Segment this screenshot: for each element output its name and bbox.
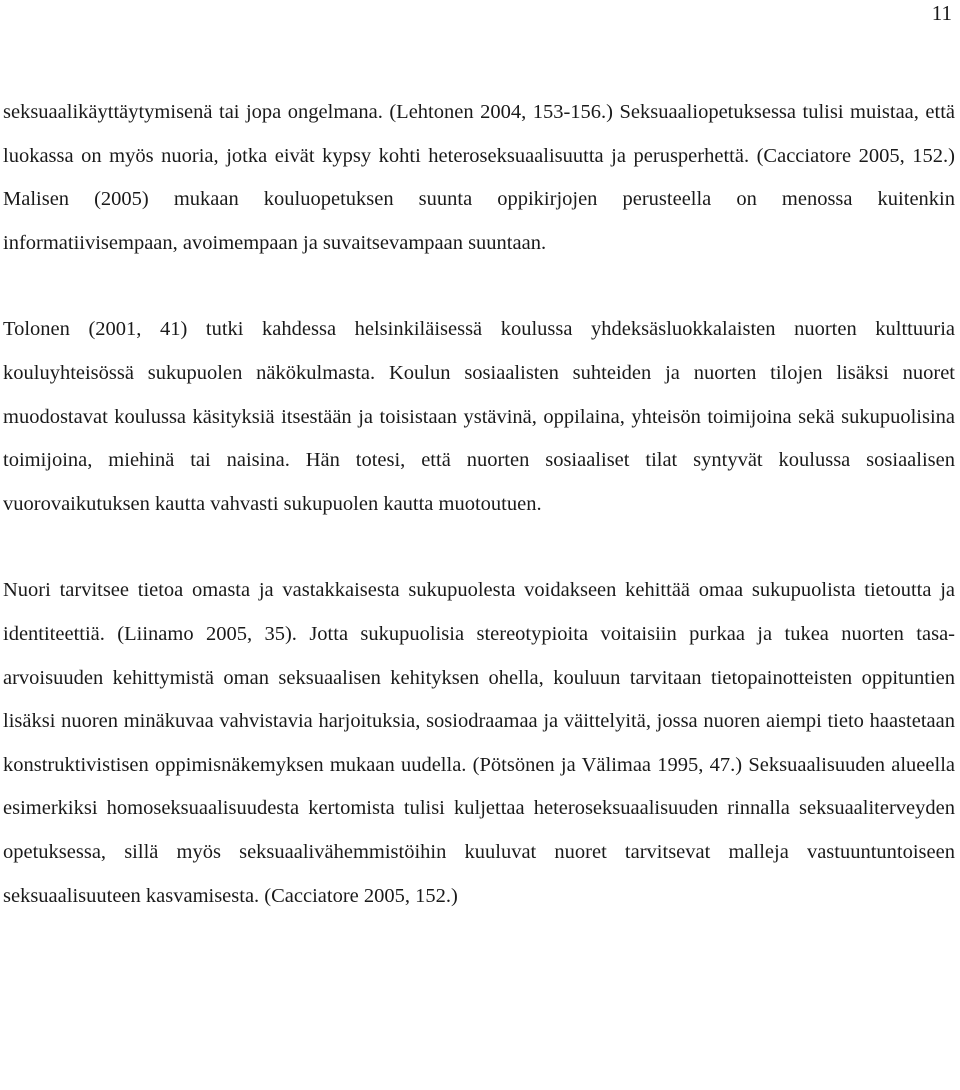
paragraph-gender-knowledge: Nuori tarvitsee tietoa omasta ja vastakkaisesta sukupuolesta voidakseen kehittää omaa sukupuolista tietoutta ja identiteettiä. (Liinamo 2005, 35). Jotta sukupuolisia stereotypioita voitaisiin purkaa ja tukea nuorten tasa-arvoisuuden kehittymistä oman seksuaalisen kehityksen ohella, kouluun tarvitaan tietopainotteisten oppituntien lisäksi nuoren minäkuvaa vahvistavia harjoituksia, sosiodraamaa ja väittelyitä, jossa nuoren aiempi tieto haastetaan konstruktivistisen oppimisnäkemyksen mukaan uudella. (Pötsönen ja Välimaa 1995, 47.) Seksuaalisuuden alueella esimerkiksi homoseksuaalisuudesta kertomista tulisi kuljettaa heteroseksuaalisuuden rinnalla seksuaaliterveyden opetuksessa, sillä myös seksuaalivähemmistöihin kuuluvat nuoret tarvitsevat malleja vastuuntuntoiseen seksuaalisuuteen kasvamisesta. (Cacciatore 2005, 152.) xyxy=(3,579,955,907)
page-number: 11 xyxy=(931,1,952,25)
paragraph-sexual-education: seksuaalikäyttäytymisenä tai jopa ongelmana. (Lehtonen 2004, 153-156.) Seksuaaliopetuksessa tulisi muistaa, että luokassa on myös nuoria, jotka eivät kypsy kohti heteroseksuaalisuutta ja perusperhettä. (Cacciatore 2005, 152.) Malisen (2005) mukaan kouluopetuksen suunta oppikirjojen perusteella on menossa kuitenkin informatiivisempaan, avoimempaan ja suvaitsevampaan suuntaan. xyxy=(3,101,955,254)
paragraph-tolonen-study: Tolonen (2001, 41) tutki kahdessa helsinkiläisessä koulussa yhdeksäsluokkalaisten nuorten kulttuuria kouluyhteisössä sukupuolen näkökulmasta. Koulun sosiaalisten suhteiden ja nuorten tilojen lisäksi nuoret muodostavat koulussa käsityksiä itsestään ja toisistaan ystävinä, oppilaina, yhteisön toimijoina sekä sukupuolisina toimijoina, miehinä tai naisina. Hän totesi, että nuorten sosiaaliset tilat syntyvät koulussa sosiaalisen vuorovaikutuksen kautta vahvasti sukupuolen kautta muotoutuen. xyxy=(3,318,955,515)
document-body xyxy=(3,91,955,918)
